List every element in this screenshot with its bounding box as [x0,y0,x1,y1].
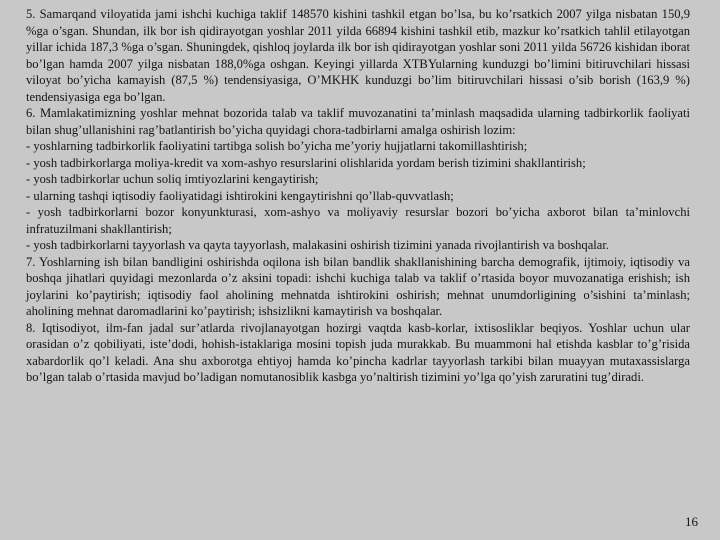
bullet-item: - yosh tadbirkorlarni bozor konyunkturasi, xom-ashyo va moliyaviy resurslar bozori bo’yicha axborot bilan ta’minlovchi infratuzilmani shakllantirish; [26,205,690,236]
page-number: 16 [685,514,698,529]
bullet-item: - ularning tashqi iqtisodiy faoliyatidagi ishtirokini kengaytirishni qo’llab-quvvatlash; [26,188,454,203]
paragraph-5: 5. Samarqand viloyatida jami ishchi kuchiga taklif 148570 kishini tashkil etgan bo’lsa, bu ko’rsatkich 2007 yilga nisbatan 150,9 %ga o’sgan. Shundan, ilk bor ish qidirayotgan yoshlar 2011 yilda 66894 kishini tashkil etib, mazkur ko’rsatkich tahlil etilayotgan yillar ichida 187,3 %ga o’sgan. Shuningdek, qishloq joylarda ilk bor ish qidirayotgan yoshlar soni 2011 yilda 56726 kishidan iborat bo’lgan hamda 2007 yilga nisbatan 188,0%ga oshgan. Keyingi yillarda XTBYularning kunduzgi bo’limini bitiruvchilari hissasi viloyat bo’yicha kamayish (87,5 %) tendensiyasiga, O’MKHK kunduzgi bo’lim bitiruvchilari hissasi o’sib borish (163,9 %) tendensiyasiga ega bo’lgan. [26,7,690,104]
bullet-item: - yosh tadbirkorlar uchun soliq imtiyozlarini kengaytirish; [26,172,319,186]
body-text [26,6,690,386]
paragraph-7: 7. Yoshlarning ish bilan bandligini oshirishda oqilona ish bilan bandlik shakllanishining barcha demografik, ijtimoiy, iqtisodiy va boshqa jihatlari quyidagi mezonlarda o’z aksini topadi: ishchi kuchiga talab va taklif o’rtasida boyor muvozanatiga erishish; ish joylarini ko’paytirish; iqtisodiy faol aholining mehnatda ishtirokini oshirish; mehnat unumdorligining o’sishini ta’minlash; aholining mehnat daromadlarini ko’paytirish; ishsizlikni kamaytirish va boshqalar. [26,254,690,318]
bullet-item: - yosh tadbirkorlarni tayyorlash va qayta tayyorlash, malakasini oshirish tizimini yanada rivojlantirish va boshqalar. [26,238,610,252]
paragraph-8: 8. Iqtisodiyot, ilm-fan jadal sur’atlarda rivojlanayotgan hozirgi vaqtda kasb-korlar, ixtisosliklar beqiyos. Yoshlar uchun ular orasidan o’z qobiliyati, iste’dodi, hohish-istaklariga mosini topish juda murakkab. Bu muammoni hal etishda kasblar to’g’risida xabardorlik qo’l keladi. Ana shu axborotga ehtiyoj hamda ko’pincha kadrlar tayyorlash tarkibi bilan muayyan mutaxassislarga bo’lgan talab o’rtasida mavjud bo’ladigan nomutanosiblik kasbga yo’naltirish tizimini yo’lga qo’yish zaruratini tug’diradi. [26,320,690,384]
bullet-item: - yosh tadbirkorlarga moliya-kredit va xom-ashyo resurslarini olishlarida yordam berish tizimini shakllantirish; [26,155,586,170]
bullet-item: - yoshlarning tadbirkorlik faoliyatini tartibga solish bo’yicha me’yoriy hujjatlarni takomillashtirish; [26,139,528,153]
paragraph-6: 6. Mamlakatimizning yoshlar mehnat bozorida talab va taklif muvozanatini ta’minlash maqsadida ularning tadbirkorlik faoliyati bilan shug’ullanishini rag’batlantirish bo’yicha quyidagi chora-tadbirlarni amalga oshirish lozim: [26,106,690,137]
